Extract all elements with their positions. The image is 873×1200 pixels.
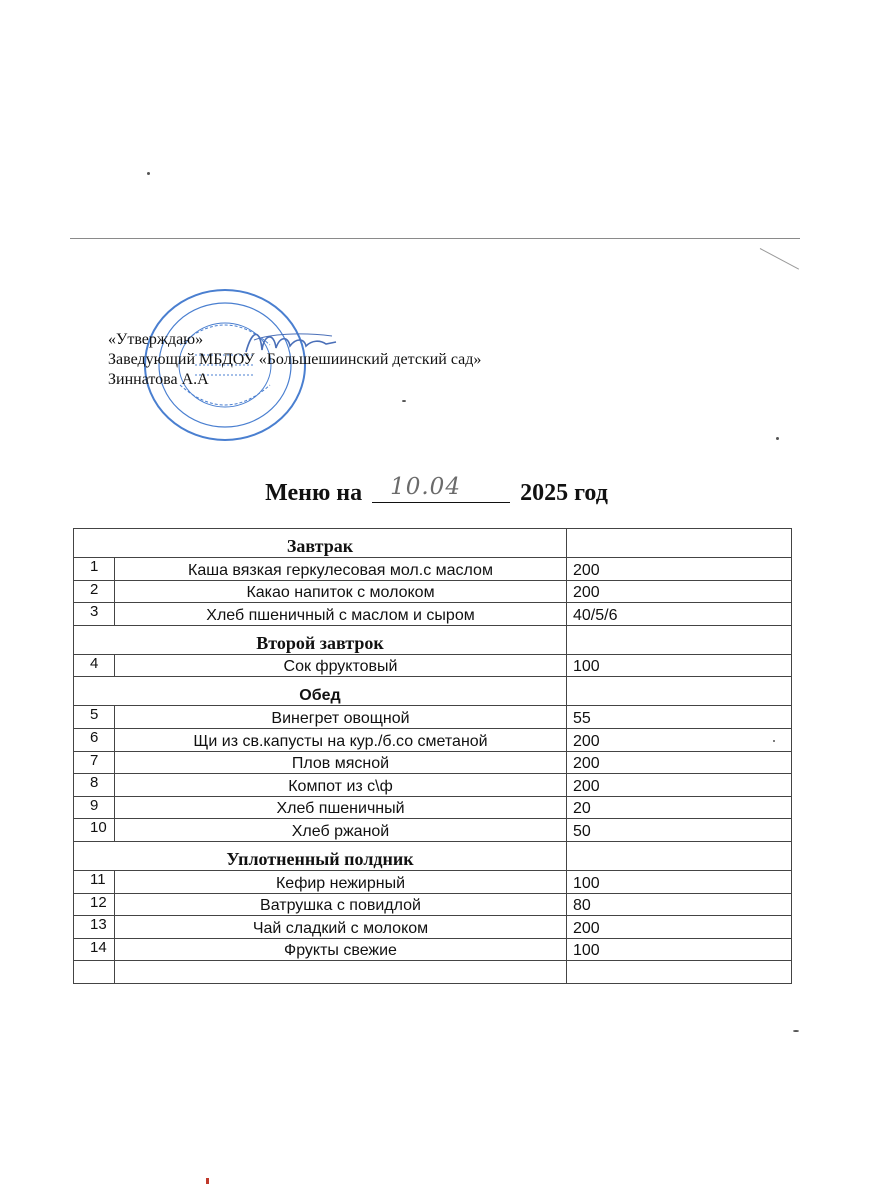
item-number: 1 bbox=[74, 558, 115, 581]
item-number: 7 bbox=[74, 751, 115, 774]
approval-signer: Зиннатова А.А bbox=[108, 371, 209, 388]
menu-title-prefix: Меню на bbox=[265, 480, 363, 506]
menu-item-row bbox=[74, 558, 792, 581]
section-title: Второй завтрок bbox=[74, 625, 567, 654]
section-title: Уплотненный полдник bbox=[74, 841, 567, 870]
empty-cell bbox=[115, 961, 567, 984]
scan-speck bbox=[402, 400, 406, 402]
item-name: Ватрушка с повидлой bbox=[115, 893, 567, 916]
item-name: Винегрет овощной bbox=[115, 706, 567, 729]
item-number: 13 bbox=[74, 916, 115, 939]
menu-title bbox=[0, 474, 873, 507]
scan-speck bbox=[776, 437, 779, 440]
section-header-row bbox=[74, 841, 792, 870]
date-field bbox=[372, 474, 510, 503]
section-title: Обед bbox=[74, 677, 567, 706]
section-qty-empty bbox=[567, 529, 792, 558]
section-header-row bbox=[74, 529, 792, 558]
item-quantity: 200 bbox=[567, 728, 792, 751]
item-name: Чай сладкий с молоком bbox=[115, 916, 567, 939]
menu-item-row bbox=[74, 774, 792, 797]
item-quantity: 200 bbox=[567, 916, 792, 939]
item-number: 11 bbox=[74, 870, 115, 893]
item-quantity: 55 bbox=[567, 706, 792, 729]
menu-item-row bbox=[74, 706, 792, 729]
section-title: Завтрак bbox=[74, 529, 567, 558]
item-name: Хлеб ржаной bbox=[115, 819, 567, 842]
item-quantity: 200 bbox=[567, 558, 792, 581]
item-number: 10 bbox=[74, 819, 115, 842]
item-name: Фрукты свежие bbox=[115, 938, 567, 961]
menu-item-row bbox=[74, 796, 792, 819]
item-name: Компот из с\ф bbox=[115, 774, 567, 797]
item-number: 6 bbox=[74, 728, 115, 751]
item-number: 8 bbox=[74, 774, 115, 797]
scan-red-mark bbox=[206, 1178, 209, 1184]
item-quantity: 100 bbox=[567, 870, 792, 893]
menu-item-row bbox=[74, 938, 792, 961]
section-qty-empty bbox=[567, 677, 792, 706]
empty-row bbox=[74, 961, 792, 984]
item-quantity: 100 bbox=[567, 654, 792, 677]
scan-fold-tail bbox=[760, 248, 799, 270]
item-quantity: 200 bbox=[567, 774, 792, 797]
item-quantity: 20 bbox=[567, 796, 792, 819]
item-number: 9 bbox=[74, 796, 115, 819]
scan-speck bbox=[793, 1030, 799, 1032]
empty-cell bbox=[74, 961, 115, 984]
approval-block bbox=[108, 330, 481, 390]
item-name: Плов мясной bbox=[115, 751, 567, 774]
empty-cell bbox=[567, 961, 792, 984]
menu-item-row bbox=[74, 728, 792, 751]
item-name: Какао напиток с молоком bbox=[115, 580, 567, 603]
item-quantity: 200 bbox=[567, 580, 792, 603]
menu-title-suffix: 2025 год bbox=[520, 480, 608, 506]
item-name: Хлеб пшеничный с маслом и сыром bbox=[115, 603, 567, 626]
item-number: 3 bbox=[74, 603, 115, 626]
menu-item-row bbox=[74, 603, 792, 626]
item-name: Кефир нежирный bbox=[115, 870, 567, 893]
handwritten-date: 10.04 bbox=[390, 474, 461, 500]
scan-fold-line bbox=[70, 238, 800, 239]
menu-item-row bbox=[74, 893, 792, 916]
item-number: 5 bbox=[74, 706, 115, 729]
approval-position: Заведующий МБДОУ «Большешиинский детский сад» bbox=[108, 351, 482, 368]
section-header-row bbox=[74, 625, 792, 654]
item-quantity: 100 bbox=[567, 938, 792, 961]
item-quantity: 200 bbox=[567, 751, 792, 774]
menu-table bbox=[73, 528, 792, 984]
menu-item-row bbox=[74, 870, 792, 893]
scan-speck bbox=[147, 172, 150, 175]
item-name: Щи из св.капусты на кур./б.со сметаной bbox=[115, 728, 567, 751]
section-qty-empty bbox=[567, 625, 792, 654]
item-name: Сок фруктовый bbox=[115, 654, 567, 677]
menu-item-row bbox=[74, 654, 792, 677]
item-name: Хлеб пшеничный bbox=[115, 796, 567, 819]
item-number: 2 bbox=[74, 580, 115, 603]
item-number: 12 bbox=[74, 893, 115, 916]
menu-item-row bbox=[74, 916, 792, 939]
approval-heading: «Утверждаю» bbox=[108, 331, 204, 348]
item-number: 14 bbox=[74, 938, 115, 961]
item-quantity: 50 bbox=[567, 819, 792, 842]
item-quantity: 80 bbox=[567, 893, 792, 916]
section-header-row bbox=[74, 677, 792, 706]
menu-item-row bbox=[74, 580, 792, 603]
menu-item-row bbox=[74, 819, 792, 842]
menu-item-row bbox=[74, 751, 792, 774]
item-name: Каша вязкая геркулесовая мол.с маслом bbox=[115, 558, 567, 581]
item-quantity: 40/5/6 bbox=[567, 603, 792, 626]
item-number: 4 bbox=[74, 654, 115, 677]
section-qty-empty bbox=[567, 841, 792, 870]
